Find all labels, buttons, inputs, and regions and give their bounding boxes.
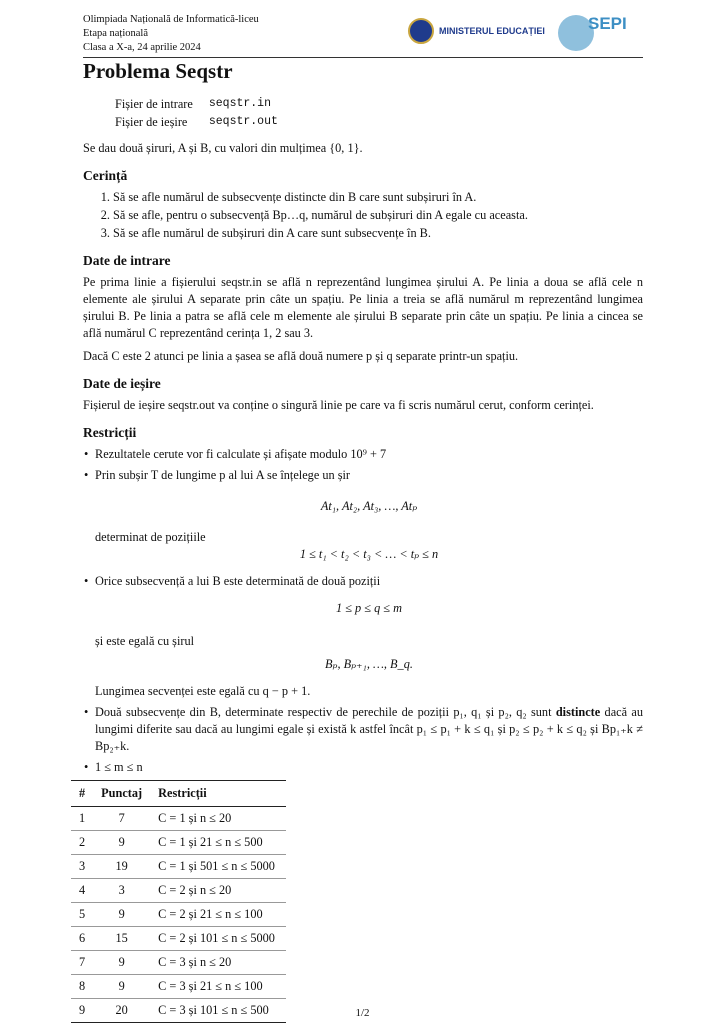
header-divider [83, 57, 643, 58]
section-heading: Cerință [83, 168, 128, 183]
page-number: 1/2 [355, 1007, 370, 1019]
row-points: 20 [93, 999, 150, 1023]
row-restriction: C = 2 și 101 ≤ n ≤ 5000 [150, 927, 286, 951]
column-header: Punctaj [93, 781, 150, 807]
sepi-logo [558, 15, 643, 51]
formula [95, 600, 643, 617]
row-number: 7 [71, 951, 93, 975]
output-file-value: seqstr.out [208, 115, 278, 128]
content [79, 59, 643, 1023]
table-row [71, 927, 286, 951]
row-number: 5 [71, 903, 93, 927]
formula [95, 656, 643, 673]
row-number: 6 [71, 927, 93, 951]
row-points: 9 [93, 951, 150, 975]
column-header: Restricții [150, 781, 286, 807]
ministry-name: MINISTERUL EDUCAȚIEI [439, 25, 545, 36]
formula [95, 498, 643, 515]
ministry-logo [408, 18, 545, 44]
row-points: 3 [93, 879, 150, 903]
row-restriction: C = 2 și 21 ≤ n ≤ 100 [150, 903, 286, 927]
text: • Prin subșir T de lungime p al lui A se înțelege un șir [95, 468, 351, 482]
row-points: 7 [93, 807, 150, 831]
column-header: # [71, 781, 93, 807]
list-item: • 1 ≤ m ≤ n [95, 759, 643, 776]
list-item [95, 704, 643, 755]
paragraph: Dacă C este 2 atunci pe linia a șasea se află două numere p și q separate printr-un spațiu. [83, 349, 519, 363]
table-row [71, 831, 286, 855]
formula-text: 1 ≤ t₁ < t₂ < t₃ < … < tₚ ≤ n [299, 547, 439, 561]
row-restriction: C = 1 și n ≤ 20 [150, 807, 286, 831]
text: Lungimea secvenței este egală cu q − p + 1. [95, 684, 311, 698]
row-restriction: C = 1 și 501 ≤ n ≤ 5000 [150, 855, 286, 879]
section-heading: Date de intrare [83, 253, 171, 268]
header-line: Etapa națională [83, 28, 149, 39]
section-heading: Date de ieșire [83, 376, 161, 391]
row-points: 9 [93, 903, 150, 927]
formula [95, 546, 643, 563]
row-restriction: C = 3 și 21 ≤ n ≤ 100 [150, 975, 286, 999]
row-number: 2 [71, 831, 93, 855]
bold-text: distincte [555, 705, 601, 719]
text: determinat de pozițiile [95, 530, 206, 544]
list-item: 1. Să se afle numărul de subsecvențe distincte din B care sunt subșiruri în A. [113, 189, 643, 206]
row-number: 4 [71, 879, 93, 903]
row-number: 8 [71, 975, 93, 999]
table-row [71, 951, 286, 975]
output-file-label: Fișier de ieșire [115, 115, 188, 129]
paragraph: Pe prima linie a fișierului seqstr.in se află n reprezentând lungimea șirului A. Pe linia a doua se află cele n elemente ale șirului A separate prin câte un spațiu. Pe linia a treia se află numărul m reprezentând lungimea șirului B. Pe linia a patra se află cele m elemente ale șirului B separate prin câte un spațiu. Pe linia a cincea se află numărul C reprezentând cerința 1, 2 sau 3. [83, 275, 643, 340]
input-file-label: Fișier de intrare [115, 97, 193, 111]
list-item [95, 467, 643, 563]
list-item [95, 573, 643, 700]
list-item: 3. Să se afle numărul de subșiruri din A care sunt subsecvențe în B. [113, 225, 643, 242]
row-points: 19 [93, 855, 150, 879]
row-restriction: C = 1 și 21 ≤ n ≤ 500 [150, 831, 286, 855]
sepi-text: SEPI [588, 14, 627, 33]
requirements-list [83, 189, 643, 242]
row-restriction: C = 3 și 101 ≤ n ≤ 500 [150, 999, 286, 1023]
table-row [71, 855, 286, 879]
section-heading: Restricții [83, 425, 137, 440]
row-number: 1 [71, 807, 93, 831]
paragraph: Fișierul de ieșire seqstr.out va conține o singură linie pe care va fi scris numărul cerut, conform cerinței. [83, 398, 594, 412]
text: Două subsecvențe din B, determinate respectiv de perechile de poziții p₁, q₁ și p₂, q₂ sunt [95, 705, 556, 719]
table-row [71, 903, 286, 927]
page-title: Problema Seqstr [83, 59, 233, 83]
formula-text: Bₚ, Bₚ₊₁, …, B_q. [325, 657, 413, 671]
row-restriction: C = 3 și n ≤ 20 [150, 951, 286, 975]
table-row [71, 879, 286, 903]
formula-text: At₁, At₂, At₃, …, Atₚ [320, 499, 418, 513]
table-row [71, 975, 286, 999]
header-line: Olimpiada Națională de Informatică-liceu [83, 14, 259, 25]
row-number: 9 [71, 999, 93, 1023]
coat-of-arms-icon [408, 18, 434, 44]
row-points: 9 [93, 975, 150, 999]
intro: Se dau două șiruri, A și B, cu valori din mulțimea {0, 1}. [83, 141, 363, 155]
list-item: 2. Să se afle, pentru o subsecvență Bp…q, numărul de subșiruri din A egale cu aceasta. [113, 207, 643, 224]
restrictions-list [83, 446, 643, 776]
row-restriction: C = 2 și n ≤ 20 [150, 879, 286, 903]
row-points: 9 [93, 831, 150, 855]
row-number: 3 [71, 855, 93, 879]
header-line: Clasa a X-a, 24 aprilie 2024 [83, 42, 201, 53]
text: • Orice subsecvență a lui B este determinată de două poziții [95, 574, 381, 588]
formula-text: 1 ≤ p ≤ q ≤ m [335, 601, 403, 615]
table-row [71, 807, 286, 831]
input-file-value: seqstr.in [208, 97, 271, 110]
list-item: • Rezultatele cerute vor fi calculate și afișate modulo 10⁹ + 7 [95, 446, 643, 463]
text: și este egală cu șirul [95, 634, 195, 648]
row-points: 15 [93, 927, 150, 951]
page-header [83, 13, 259, 55]
scoring-table [71, 780, 286, 1023]
text: dacă au lungimi diferite sau dacă au lungimi egale și există k astfel încât p₁ ≤ p₁ + k ≤ q₁ și p₂ ≤ p₂ + k ≤ q₂ și Bp₁₊k ≠ Bp₂₊k. [95, 705, 643, 753]
files-table [113, 94, 294, 132]
